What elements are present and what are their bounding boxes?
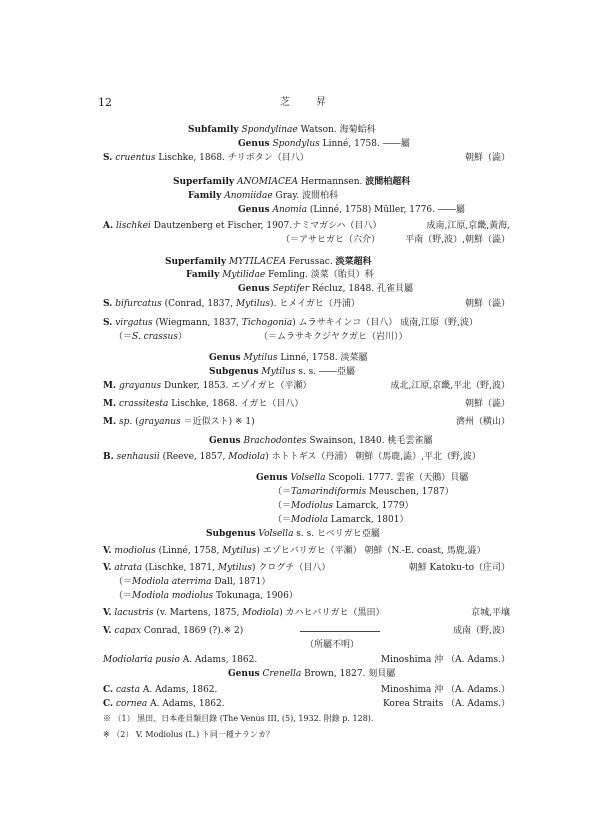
- entry-text: Meuschen, 1787）: [366, 487, 454, 497]
- entry-text: senhausii: [116, 452, 160, 462]
- entry-text: Femling. 淡菜（貽貝）科: [265, 270, 374, 280]
- locality: 濟州（横山）: [455, 417, 510, 427]
- entry-text: （＝: [114, 591, 133, 601]
- locality: 朝鮮（澁）: [464, 153, 510, 163]
- entry-text: Lamarck, 1779）: [333, 501, 414, 511]
- entry-text: Scopoli. 1777. 雲雀（天鵝）貝屬: [325, 473, 469, 483]
- entry-text: ) カハヒバリガヒ（黒田）: [279, 608, 385, 618]
- entry-text: Subgenus: [209, 367, 259, 377]
- entry-text: ） （＝ムラサキクジヤクガヒ（岩川））: [177, 332, 408, 342]
- entry-line: [103, 684, 217, 696]
- locality: 成南（野,波）: [453, 626, 510, 636]
- entry-line: [305, 639, 359, 651]
- entry-line: [173, 176, 410, 188]
- locality: Minoshima 沖 （A. Adams.）: [380, 655, 510, 665]
- entry-line: [103, 625, 243, 637]
- entry-line: [209, 366, 355, 378]
- entry-text: lacustris: [114, 608, 154, 618]
- entry-text: Modiola: [228, 452, 266, 462]
- entry-text: ) ムラサキインコ（目八） 成南,江原（野,波）: [292, 318, 478, 328]
- entry-text: Tichogonia: [241, 318, 293, 328]
- entry-text: M.: [103, 399, 117, 409]
- entry-text: V.: [103, 563, 112, 573]
- entry-text: S.: [103, 153, 113, 163]
- locality: Minoshima 沖 （A. Adams.）: [380, 685, 510, 695]
- entry-line: [103, 451, 481, 463]
- entry-line: [103, 317, 478, 329]
- entry-line: [103, 380, 311, 392]
- entry-text: Mytilidae: [222, 270, 266, 280]
- entry-text: Mytilus: [235, 299, 271, 309]
- entry-text: ). ヒメイガヒ（丹浦）: [270, 299, 360, 309]
- entry-text: M.: [103, 417, 117, 427]
- entry-text: ANOMIACEA: [236, 177, 298, 187]
- entry-line: [114, 331, 407, 343]
- locality: 朝鮮 Katoku-to（庄司）: [408, 563, 510, 573]
- entry-text: (Linné, 1758) Müller, 1776. ――屬: [306, 205, 465, 215]
- entry-text: casta: [116, 685, 141, 695]
- entry-text: 波間柏超科: [365, 177, 411, 187]
- entry-text: Family: [188, 191, 222, 201]
- entry-line: [103, 398, 303, 410]
- entry-text: A. Adams, 1862.: [179, 655, 258, 665]
- entry-text: Lamarck, 1801）: [327, 515, 409, 525]
- entry-text: （＝アサヒガヒ（六介）: [281, 235, 381, 245]
- entry-text: grayanus: [118, 381, 162, 391]
- entry-text: crassitesta: [118, 399, 169, 409]
- entry-text: Volsella: [290, 473, 326, 483]
- entry-line: [209, 352, 368, 364]
- entry-text: Genus: [228, 669, 260, 679]
- entry-text: Brown, 1827. 刻貝屬: [301, 669, 396, 679]
- entry-line: [281, 234, 380, 246]
- entry-text: C.: [103, 699, 114, 709]
- locality: 成北,江原,京畿,平北（野,波）: [390, 381, 510, 391]
- entry-text: sp.: [118, 417, 133, 427]
- entry-text: Anomiidae: [224, 191, 273, 201]
- entry-text: Modiolus: [291, 501, 334, 511]
- entry-line: [228, 668, 395, 680]
- entry-text: C.: [103, 685, 114, 695]
- entry-text: Linné, 1758. ――屬: [319, 139, 410, 149]
- entry-text: Genus: [209, 436, 241, 446]
- entry-text: Mytilus: [222, 546, 257, 556]
- entry-text: （＝: [114, 577, 133, 587]
- entry-text: S.: [103, 318, 113, 328]
- entry-text: Mytilus: [261, 367, 296, 377]
- entry-text: Récluz, 1848. 孔雀貝屬: [309, 284, 413, 294]
- entry-text: Modiola modiolus: [132, 591, 214, 601]
- running-title: 芝 昇: [280, 97, 328, 108]
- entry-text: V.: [103, 608, 112, 618]
- entry-line: [186, 269, 374, 281]
- entry-text: A. Adams, 1862.: [140, 685, 218, 695]
- entry-text: (v. Martens, 1875,: [153, 608, 243, 618]
- entry-line: [273, 500, 414, 512]
- entry-text: S. crassus: [132, 332, 178, 342]
- entry-text: Conrad, 1869 (?).※ 2): [141, 626, 244, 636]
- entry-line: [114, 576, 270, 588]
- footnote: ※ （1） 黒田、日本產貝類目錄 (The Venus III, (5), 1932. 附錄 p. 128).: [103, 714, 374, 723]
- entry-line: [103, 545, 486, 557]
- entry-text: Septifer: [272, 284, 310, 294]
- locality: 京城,平壤: [471, 608, 510, 618]
- entry-text: （＝: [273, 487, 292, 497]
- entry-text: Lischke, 1868. チリボタン（目八）: [155, 153, 309, 163]
- entry-line: [103, 416, 255, 428]
- entry-line: [103, 298, 360, 310]
- entry-text: Hermannsen.: [297, 177, 366, 187]
- entry-text: grayanus: [138, 417, 181, 427]
- entry-line: [188, 190, 338, 202]
- entry-text: Spondylus: [272, 139, 320, 149]
- entry-text: Genus: [256, 473, 288, 483]
- entry-text: virgatus: [115, 318, 153, 328]
- entry-text: cornea: [116, 699, 148, 709]
- entry-text: Subgenus: [206, 529, 256, 539]
- entry-text: Tokunaga, 1906）: [213, 591, 298, 601]
- entry-text: B.: [103, 452, 114, 462]
- entry-line: [273, 486, 454, 498]
- entry-text: A. Adams, 1862.: [147, 699, 225, 709]
- page-number: 12: [98, 96, 112, 109]
- entry-line: [209, 435, 432, 447]
- entry-line: [273, 514, 408, 526]
- entry-text: lischkei: [116, 221, 151, 231]
- entry-text: A.: [103, 221, 114, 231]
- entry-text: atrata: [114, 563, 143, 573]
- entry-line: [238, 283, 413, 295]
- entry-text: Genus: [209, 353, 241, 363]
- entry-text: modiolus: [114, 546, 156, 556]
- entry-line: [103, 562, 330, 574]
- entry-text: Dautzenberg et Fischer, 1907.ナミマガシハ（目八）: [150, 221, 382, 231]
- entry-line: [165, 256, 372, 268]
- entry-text: (Conrad, 1837,: [161, 299, 236, 309]
- entry-text: （＝: [114, 332, 133, 342]
- entry-text: Modiolaria pusio: [103, 655, 180, 665]
- entry-text: Spondylinae: [241, 125, 298, 135]
- entry-line: [206, 528, 380, 540]
- entry-text: （所屬不明）: [305, 640, 360, 650]
- entry-text: bifurcatus: [115, 299, 162, 309]
- entry-text: capax: [114, 626, 142, 636]
- entry-line: [188, 124, 376, 136]
- entry-line: [103, 152, 309, 164]
- entry-text: Genus: [238, 284, 270, 294]
- entry-text: (Reeve, 1857,: [159, 452, 229, 462]
- entry-text: Linné, 1758. 淡菜屬: [277, 353, 368, 363]
- entry-text: Superfamily: [173, 177, 235, 187]
- entry-text: Superfamily: [165, 257, 227, 267]
- entry-text: s. s. ヒベリガヒ亞屬: [293, 529, 380, 539]
- entry-text: s. s. ――亞屬: [295, 367, 356, 377]
- entry-line: [256, 472, 468, 484]
- entry-line: [103, 607, 384, 619]
- entry-text: M.: [103, 381, 117, 391]
- entry-text: （＝: [273, 515, 292, 525]
- locality: 朝鮮（澁）: [464, 299, 510, 309]
- locality: 成南,江原,京畿,黃海,: [426, 221, 510, 231]
- entry-line: [114, 590, 298, 602]
- entry-text: Volsella: [258, 529, 294, 539]
- entry-text: Gray. 波間柏科: [272, 191, 339, 201]
- entry-text: Mytilus: [243, 353, 278, 363]
- entry-text: Crenella: [262, 669, 302, 679]
- entry-text: Subfamily: [188, 125, 239, 135]
- separator-rule: [300, 631, 380, 632]
- entry-text: ＝近似スト) ※ 1): [180, 417, 255, 427]
- entry-text: (Lischke, 1871,: [142, 563, 218, 573]
- entry-line: [103, 654, 257, 666]
- entry-text: ) エゾヒバリガヒ（平瀬） 朝鮮（N.-E. coast, 馬鹿,澁）: [256, 546, 486, 556]
- entry-text: Modiola aterrima: [132, 577, 212, 587]
- entry-text: Dunker, 1853. エゾイガヒ（平瀬）: [161, 381, 312, 391]
- entry-text: Family: [186, 270, 220, 280]
- entry-line: [238, 138, 410, 150]
- entry-text: Dall, 1871）: [211, 577, 271, 587]
- entry-text: Lischke, 1868. イガヒ（目八）: [168, 399, 304, 409]
- entry-text: (: [132, 417, 139, 427]
- entry-text: (Linné, 1758,: [155, 546, 223, 556]
- entry-text: Watson. 海菊蛤科: [297, 125, 376, 135]
- entry-text: MYTILACEA: [228, 257, 287, 267]
- entry-text: V.: [103, 626, 112, 636]
- entry-text: cruentus: [115, 153, 156, 163]
- locality: 平南（野,波）,朝鮮（澁）: [405, 235, 510, 245]
- entry-text: Modiola: [242, 608, 280, 618]
- entry-text: S.: [103, 299, 113, 309]
- entry-text: V.: [103, 546, 112, 556]
- entry-line: [238, 204, 465, 216]
- entry-text: Anomia: [272, 205, 307, 215]
- entry-text: Genus: [238, 205, 270, 215]
- entry-text: Modiola: [291, 515, 328, 525]
- locality: Korea Straits （A. Adams.）: [382, 699, 510, 709]
- entry-line: [103, 220, 382, 232]
- entry-text: Genus: [238, 139, 270, 149]
- entry-text: Mytilus: [217, 563, 252, 573]
- entry-text: ) ホトトギス（丹浦） 朝鮮（馬鹿,澁）,平北（野,波）: [265, 452, 481, 462]
- entry-text: （＝: [273, 501, 292, 511]
- entry-text: Ferussac.: [286, 257, 336, 267]
- entry-text: ) クログチ（目八）: [251, 563, 331, 573]
- entry-text: Brachodontes: [243, 436, 307, 446]
- entry-text: 淡菜超科: [335, 257, 372, 267]
- entry-line: [103, 698, 225, 710]
- entry-text: (Wiegmann, 1837,: [152, 318, 242, 328]
- locality: 朝鮮（澁）: [464, 399, 510, 409]
- entry-text: Tamarindiformis: [291, 487, 367, 497]
- entry-text: Swainson, 1840. 桃毛雲雀屬: [306, 436, 433, 446]
- footnote: ※ （2） V. Modiolus (L.) ト同一種ナランカ？: [103, 730, 274, 739]
